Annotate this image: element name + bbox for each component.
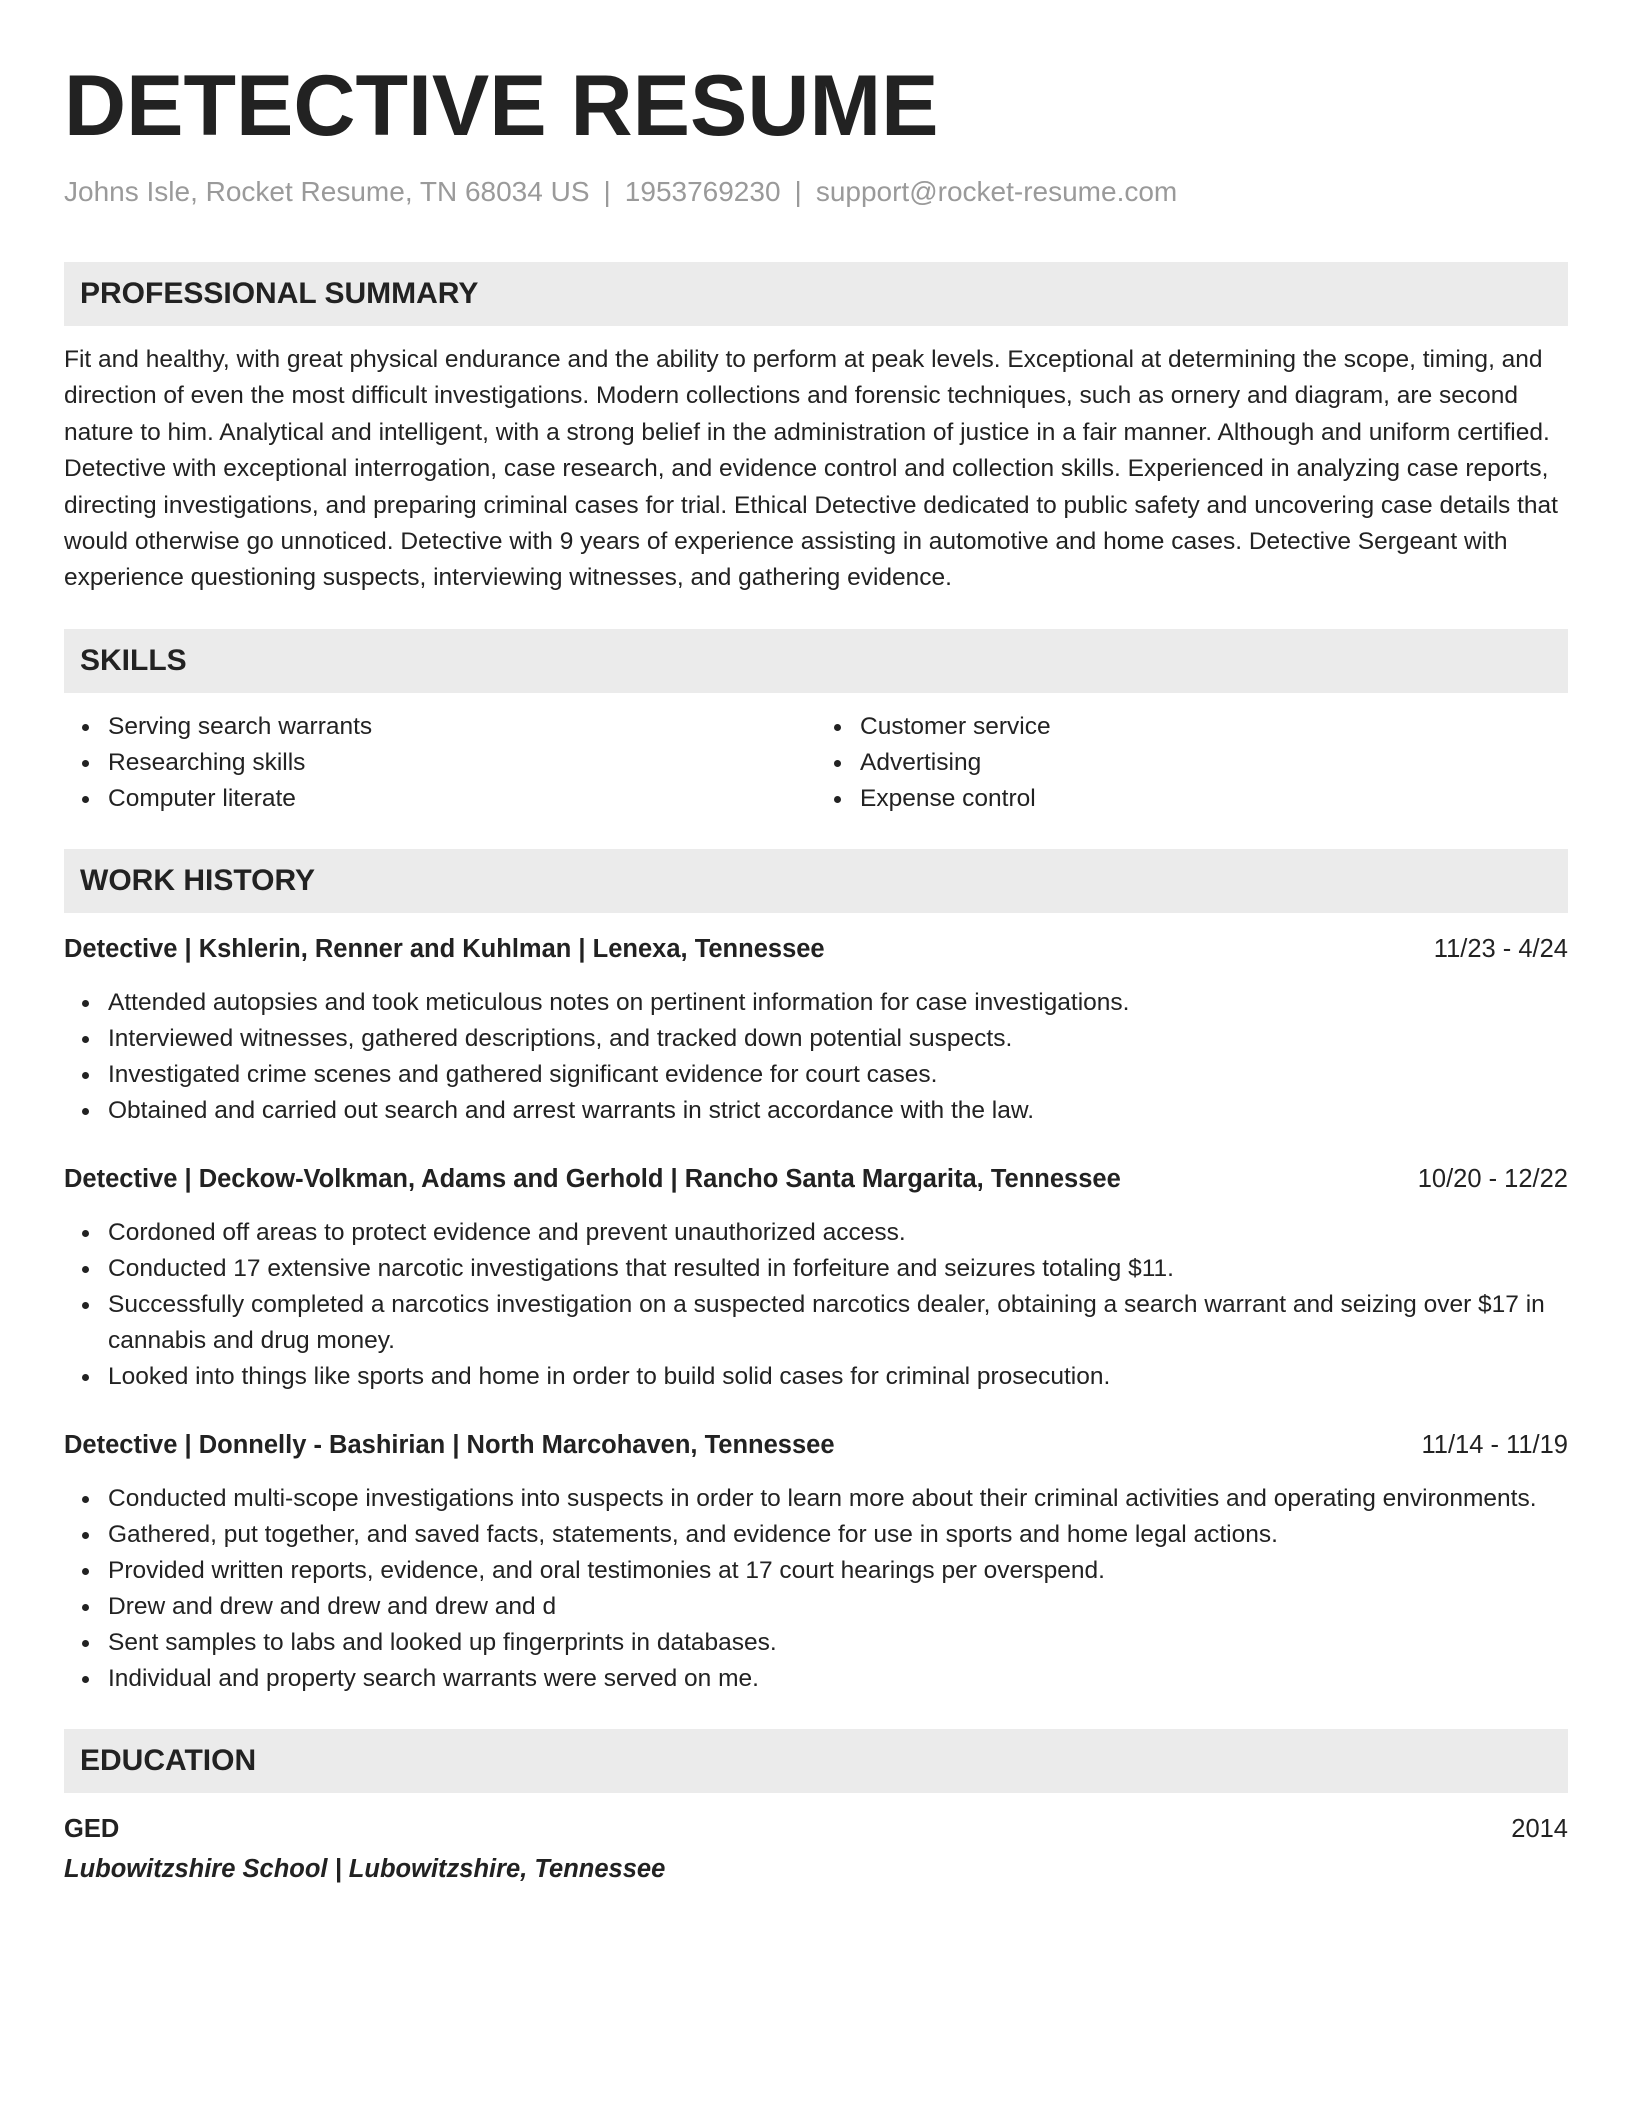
resume-name: DETECTIVE RESUME (64, 58, 939, 154)
job-title: Detective | Kshlerin, Renner and Kuhlman | Lenexa, Tennessee (64, 934, 825, 963)
skill-item: Expense control (860, 781, 1568, 817)
skills-column-left (64, 709, 816, 817)
job-bullet: Provided written reports, evidence, and oral testimonies at 17 court hearings per overspend. (108, 1553, 1568, 1589)
contact-separator: | (794, 176, 802, 207)
job-header (64, 1161, 1568, 1197)
skills-column-right (816, 709, 1568, 817)
job-bullet: Looked into things like sports and home in order to build solid cases for criminal prosecution. (108, 1359, 1568, 1395)
summary-heading: PROFESSIONAL SUMMARY (64, 262, 1568, 326)
skill-item: Computer literate (108, 781, 816, 817)
job-entry (64, 1161, 1568, 1395)
skill-item: Advertising (860, 745, 1568, 781)
job-header (64, 931, 1568, 967)
job-dates: 10/20 - 12/22 (1417, 1164, 1568, 1193)
job-dates: 11/23 - 4/24 (1433, 934, 1568, 963)
job-entry (64, 931, 1568, 1129)
job-bullet: Conducted multi-scope investigations into suspects in order to learn more about their criminal activities and operating environments. (108, 1481, 1568, 1517)
job-entry (64, 1427, 1568, 1697)
job-title: Detective | Deckow-Volkman, Adams and Gerhold | Rancho Santa Margarita, Tennessee (64, 1164, 1121, 1193)
job-header (64, 1427, 1568, 1463)
skills-heading: SKILLS (64, 629, 1568, 693)
job-bullet: Conducted 17 extensive narcotic investigations that resulted in forfeiture and seizures totaling $11. (108, 1251, 1568, 1287)
contact-address: Johns Isle, Rocket Resume, TN 68034 US (64, 176, 590, 207)
contact-separator: | (603, 176, 611, 207)
work-history-heading: WORK HISTORY (64, 849, 1568, 913)
skill-item: Researching skills (108, 745, 816, 781)
job-bullet: Drew and drew and drew and drew and d (108, 1589, 1568, 1625)
education-degree: GED (64, 1814, 120, 1843)
education-heading: EDUCATION (64, 1729, 1568, 1793)
job-bullet: Individual and property search warrants were served on me. (108, 1661, 1568, 1697)
job-dates: 11/14 - 11/19 (1421, 1430, 1568, 1459)
contact-phone: 1953769230 (624, 176, 781, 207)
job-bullet: Attended autopsies and took meticulous notes on pertinent information for case investigations. (108, 985, 1568, 1021)
job-bullets (64, 1215, 1568, 1395)
job-bullet: Sent samples to labs and looked up fingerprints in databases. (108, 1625, 1568, 1661)
education-school: Lubowitzshire School | Lubowitzshire, Tennessee (64, 1854, 666, 1883)
job-title: Detective | Donnelly - Bashirian | North Marcohaven, Tennessee (64, 1430, 835, 1459)
education-header (64, 1811, 1568, 1847)
job-bullet: Gathered, put together, and saved facts, statements, and evidence for use in sports and home legal actions. (108, 1517, 1568, 1553)
skill-item: Customer service (860, 709, 1568, 745)
job-bullet: Successfully completed a narcotics investigation on a suspected narcotics dealer, obtaining a search warrant and seizing over $17 in cannabis and drug money. (108, 1287, 1568, 1359)
job-bullets (64, 1481, 1568, 1697)
job-bullet: Cordoned off areas to protect evidence and prevent unauthorized access. (108, 1215, 1568, 1251)
contact-line (64, 174, 1568, 210)
job-bullet: Obtained and carried out search and arrest warrants in strict accordance with the law. (108, 1093, 1568, 1129)
job-bullet: Investigated crime scenes and gathered significant evidence for court cases. (108, 1057, 1568, 1093)
education-year: 2014 (1511, 1814, 1568, 1843)
skills-list (64, 709, 1568, 817)
contact-email: support@rocket-resume.com (815, 176, 1178, 207)
summary-text: Fit and healthy, with great physical endurance and the ability to perform at peak levels. Exceptional at determining the scope, timing, and direction of even the most difficult investigations. Modern collections and forensic techniques, such as ornery and diagram, are second nature to him. Analytical and intelligent, with a strong belief in the administration of justice in a fair manner. Although and uniform certified. Detective with exceptional interrogation, case research, and evidence control and collection skills. Experienced in analyzing case reports, directing investigations, and preparing criminal cases for trial. Ethical Detective dedicated to public safety and uncovering case details that would otherwise go unnoticed. Detective with 9 years of experience assisting in automotive and home cases. Detective Sergeant with experience questioning suspects, interviewing witnesses, and gathering evidence. (64, 346, 1558, 592)
job-bullet: Interviewed witnesses, gathered descriptions, and tracked down potential suspects. (108, 1021, 1568, 1057)
job-bullets (64, 985, 1568, 1129)
skill-item: Serving search warrants (108, 709, 816, 745)
